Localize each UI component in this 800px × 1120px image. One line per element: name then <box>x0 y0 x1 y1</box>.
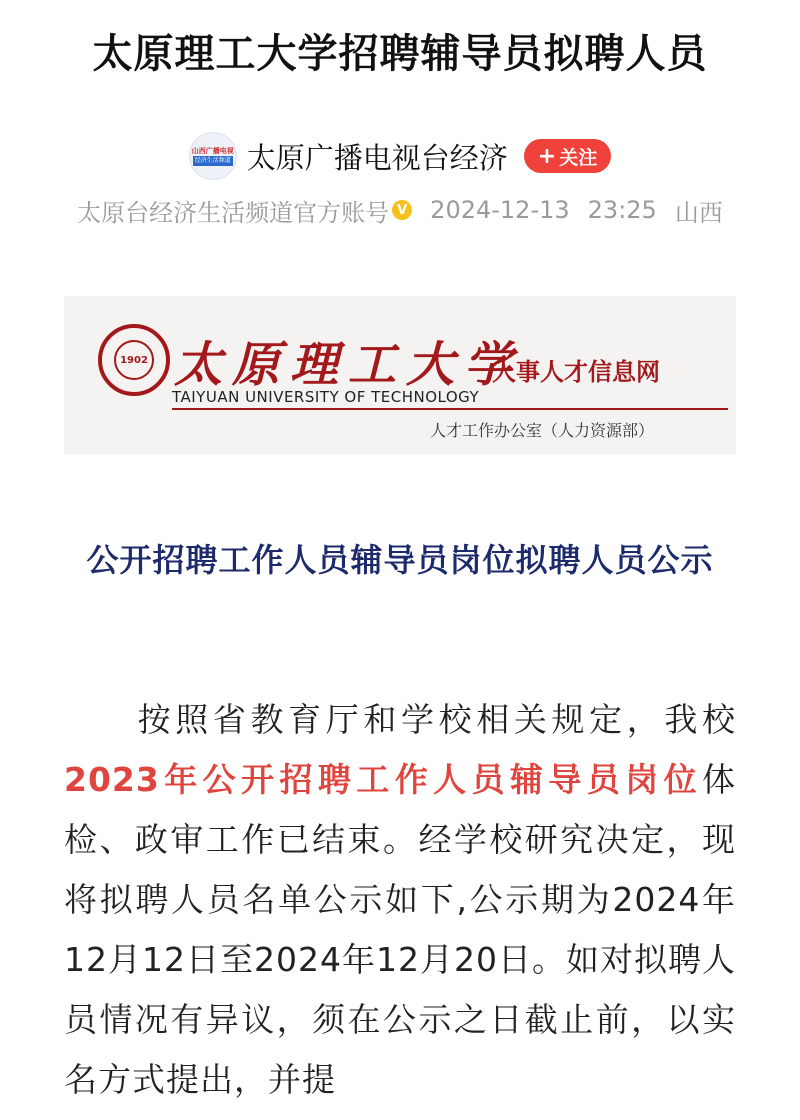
university-calligraphy-name: 太原理工大学 <box>174 337 523 393</box>
notice-paragraph <box>64 690 736 1110</box>
follow-label: 关注 <box>559 146 598 169</box>
verified-badge-icon: V <box>392 200 412 220</box>
publish-location: 山西 <box>674 198 723 227</box>
author-row <box>0 128 800 184</box>
banner-divider <box>172 408 728 410</box>
avatar-text-bottom: 经济生活频道 <box>194 156 231 164</box>
article-title: 太原理工大学招聘辅导员拟聘人员 <box>92 31 708 77</box>
hr-site-name: 人事人才信息网 <box>492 358 660 386</box>
paragraph-highlight: 2023年公开招聘工作人员辅导员岗位 <box>64 760 702 799</box>
notice-heading: 公开招聘工作人员辅导员岗位拟聘人员公示 <box>86 541 714 579</box>
university-banner-image <box>64 296 736 454</box>
university-english-name: TAIYUAN UNIVERSITY OF TECHNOLOGY <box>172 388 480 406</box>
paragraph-start: 按照省教育厅和学校相关规定，我校 <box>134 700 736 739</box>
office-name: 人才工作办公室（人力资源部） <box>430 421 655 440</box>
author-avatar[interactable] <box>189 132 237 180</box>
publish-time: 23:25 <box>587 196 657 224</box>
publish-date: 2024-12-13 <box>430 196 570 224</box>
paragraph-rest: 体检、政审工作已结束。经学校研究决定，现将拟聘人员名单公示如下,公示期为2024年12月12日至2024年12月20日。如对拟聘人员情况有异议，须在公示之日截止前，以实名方式提出，并提 <box>64 760 736 1099</box>
follow-button[interactable] <box>524 139 611 173</box>
seal-year: 1902 <box>114 340 154 380</box>
account-description: 太原台经济生活频道官方账号 <box>77 198 390 227</box>
university-seal-logo <box>98 324 170 396</box>
article-meta <box>0 190 800 230</box>
plus-icon: + <box>537 143 557 169</box>
avatar-text-top: 山西广播电视 <box>191 146 234 155</box>
author-name[interactable]: 太原广播电视台经济 <box>246 140 508 175</box>
